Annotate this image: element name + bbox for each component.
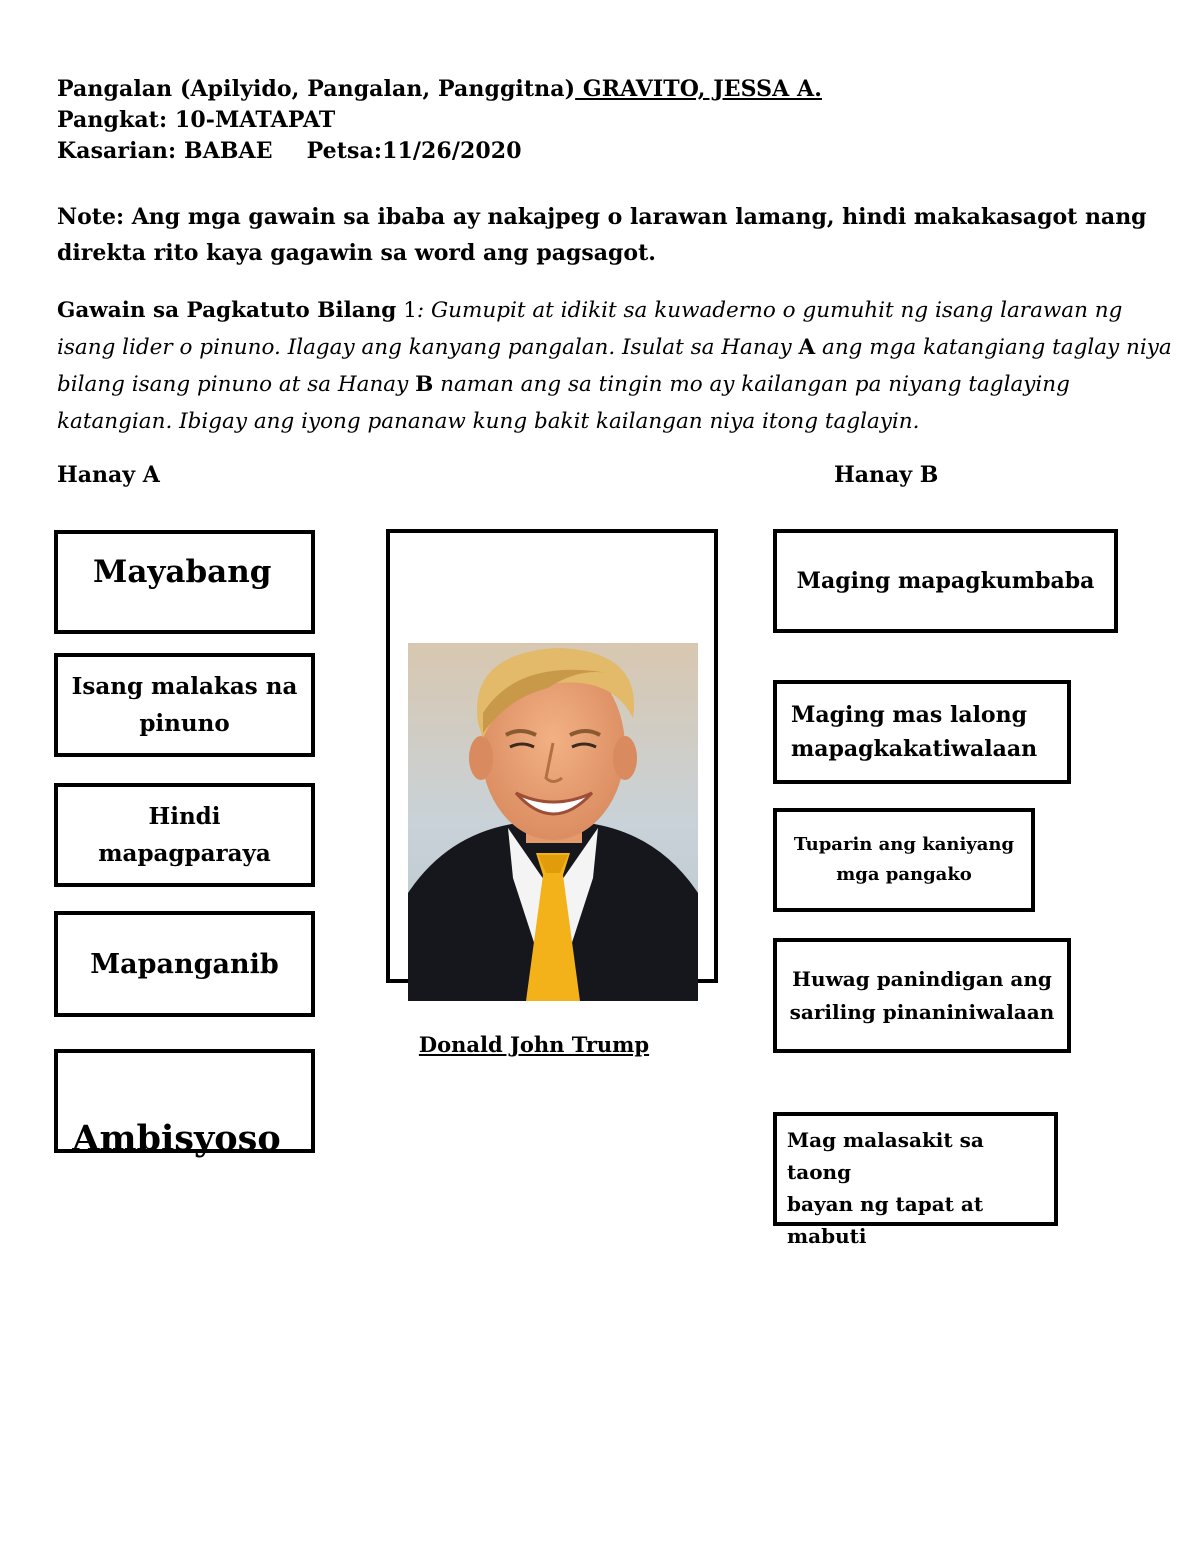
hanay-b-item xyxy=(773,1112,1058,1248)
hanay-b-item xyxy=(773,529,1118,633)
activity-number: 1 xyxy=(403,298,417,323)
activity-text-1: : Gumupit at idikit sa kuwaderno o gumuhit ng isang larawan ng isang lider o pinuno. Ilagay ang kanyang pangalan. Isulat sa Hanay xyxy=(57,298,1123,360)
gender-text: Kasarian: BABAE xyxy=(57,138,273,164)
section-line: Pangkat: 10-MATAPAT xyxy=(57,107,336,133)
column-b-letter: B xyxy=(415,372,434,397)
name-value: GRAVITO, JESSA A. xyxy=(575,76,822,102)
hanay-b-item xyxy=(773,680,1071,784)
hanay-a-item-text: Ambisyoso xyxy=(72,1118,281,1159)
hanay-b-heading: Hanay B xyxy=(834,462,939,488)
leader-caption: Donald John Trump xyxy=(418,1032,650,1057)
hanay-a-item xyxy=(54,653,315,757)
hanay-b-item-text: Maging mas lalong mapagkakatiwalaan xyxy=(791,702,1038,762)
activity-instructions xyxy=(57,292,1172,440)
hanay-b-item-text: Maging mapagkumbaba xyxy=(796,568,1095,594)
date-text: Petsa:11/26/2020 xyxy=(306,138,522,164)
hanay-a-item xyxy=(54,1049,315,1159)
hanay-b-item-text: Huwag panindigan ang sariling pinaniniwalaan xyxy=(789,966,1055,1024)
name-line xyxy=(57,76,822,102)
hanay-a-item-text: Mapanganib xyxy=(90,948,279,980)
hanay-a-item-text: Hindi mapagparaya xyxy=(98,803,271,867)
hanay-b-item xyxy=(773,808,1035,912)
hanay-a-item-text: Mayabang xyxy=(93,554,272,590)
hanay-a-item xyxy=(54,530,315,634)
gender-date-line xyxy=(57,138,522,164)
hanay-b-item-text: Mag malasakit sa taong bayan ng tapat at mabuti xyxy=(787,1128,984,1248)
name-label: Pangalan (Apilyido, Pangalan, Panggitna) xyxy=(57,76,576,102)
activity-title: Gawain sa Pagkatuto Bilang xyxy=(57,298,397,323)
note-paragraph: Note: Ang mga gawain sa ibaba ay nakajpeg o larawan lamang, hindi makakasagot nang direkta rito kaya gagawin sa word ang pagsagot. xyxy=(57,204,1147,266)
activity-text-2: ang mga katangiang taglay niya bilang isang pinuno at sa Hanay xyxy=(57,335,1172,397)
column-a-letter: A xyxy=(798,335,816,360)
hanay-b-item xyxy=(773,938,1071,1053)
hanay-a-item xyxy=(54,783,315,887)
hanay-b-item-text: Tuparin ang kaniyang mga pangako xyxy=(793,834,1015,885)
hanay-a-item-text: Isang malakas na pinuno xyxy=(71,673,298,737)
leader-photo xyxy=(408,643,698,1001)
activity-text-3: naman ang sa tingin mo ay kailangan pa niyang taglaying katangian. Ibigay ang iyong pananaw kung bakit kailangan niya itong taglayin. xyxy=(57,372,1070,434)
hanay-a-heading: Hanay A xyxy=(57,462,160,488)
hanay-a-item xyxy=(54,911,315,1017)
